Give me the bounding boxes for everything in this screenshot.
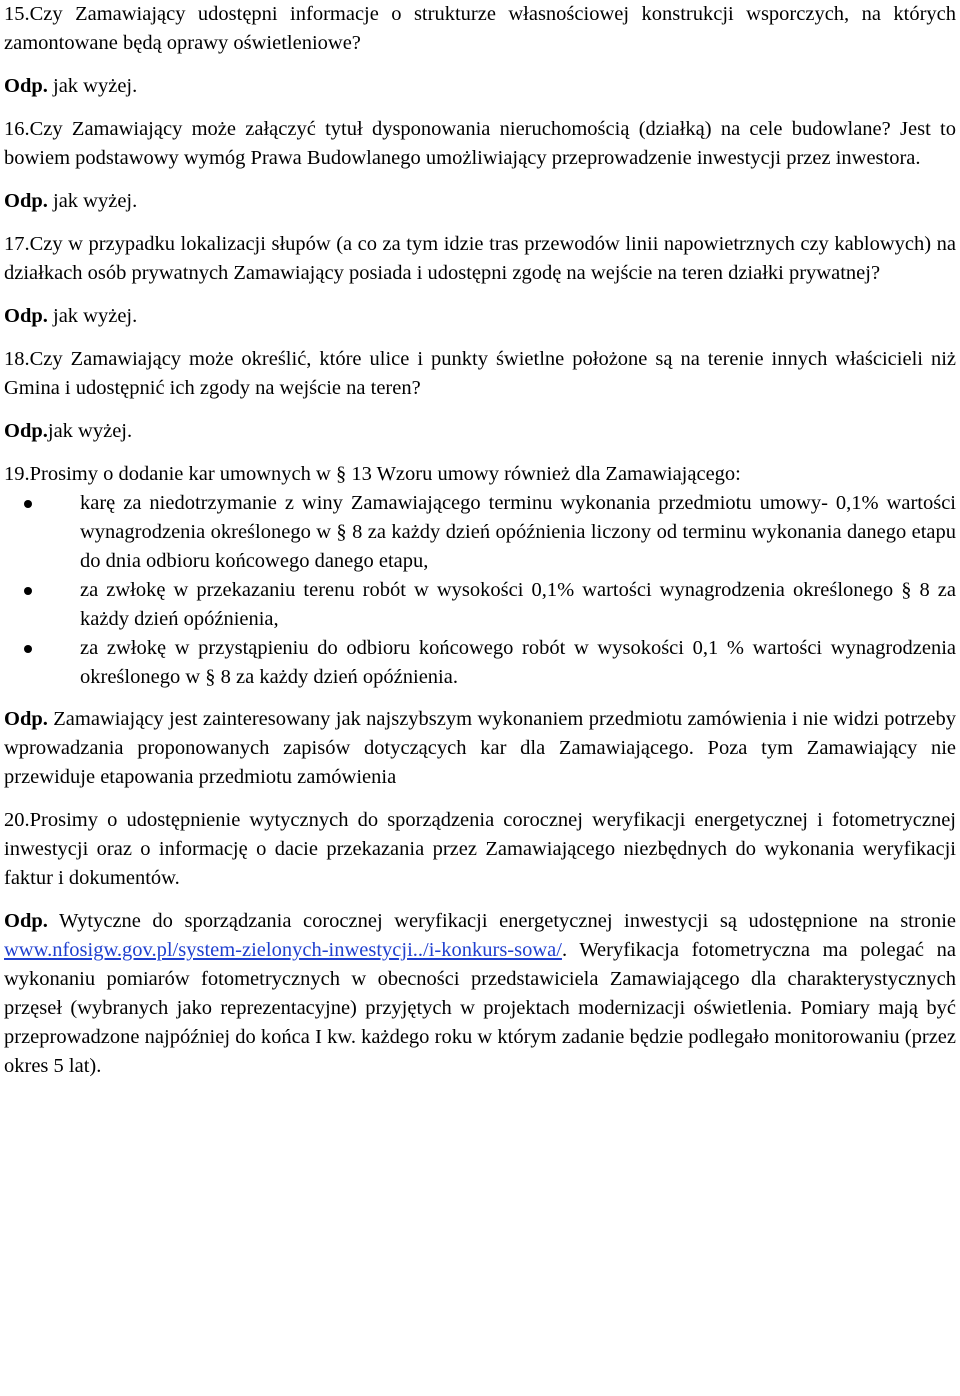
question-19: 19.Prosimy o dodanie kar umownych w § 13 Wzoru umowy również dla Zamawiającego: [4, 463, 741, 485]
question-20: 20.Prosimy o udostępnienie wytycznych do sporządzenia corocznej weryfikacji energetycznej i fotometrycznej inwestycji oraz o informację o dacie przekazania przez Zamawiającego niezbędnych do wykonania weryfikacji faktur i dokumentów. [4, 809, 956, 889]
answer-text: jak wyżej. [47, 305, 138, 327]
answer-text: jak wyżej. [47, 420, 133, 442]
list-item [80, 634, 956, 692]
bullet-icon [24, 645, 32, 653]
question-17: 17.Czy w przypadku lokalizacji słupów (a co za tym idzie tras przewodów linii napowietrznych czy kablowych) na działkach osób prywatnych Zamawiający posiada i udostępni zgodę na wejście na teren działki prywatnej? [4, 233, 956, 284]
question-16: 16.Czy Zamawiający może załączyć tytuł dysponowania nieruchomością (działką) na cele budowlane? Jest to bowiem podstawowy wymóg Prawa Budowlanego umożliwiający przeprowadzenie inwestycji przez inwestora. [4, 118, 956, 169]
answer-18 [4, 417, 956, 446]
answer-text: Wytyczne do sporządzania corocznej weryfikacji energetycznej inwestycji są udostępnione na stronie [47, 910, 956, 932]
answer-text-continued: . Weryfikacja fotometryczna ma polegać na wykonaniu pomiarów fotometrycznych w obecności przedstawiciela Zamawiającego dla charakterystycznych przęseł (wybranych jako reprezentacyjne) przyjętych w projektach modernizacji oświetlenia. Pomiary mają być przeprowadzone najpóźniej do końca I kw. każdego roku w którym zadanie będzie podlegało monitorowaniu (przez okres 5 lat). [4, 939, 956, 1077]
question-15: 15.Czy Zamawiający udostępni informacje o strukturze własnościowej konstrukcji wsporczych, na których zamontowane będą oprawy oświetleniowe? [4, 3, 956, 54]
answer-19 [4, 705, 956, 792]
answer-text: jak wyżej. [47, 190, 138, 212]
answer-label: Odp. [4, 190, 48, 212]
bullet-icon [24, 587, 32, 595]
answer-label: Odp. [4, 305, 48, 327]
list-item-text: karę za niedotrzymanie z winy Zamawiającego terminu wykonania przedmiotu umowy- 0,1% wartości wynagrodzenia określonego w § 8 za każdy dzień opóźnienia liczony od terminu wykonania danego etapu do dnia odbioru końcowego danego etapu, [80, 492, 956, 572]
answer-17 [4, 302, 956, 331]
answer-20 [4, 907, 956, 1081]
list-item-text: za zwłokę w przekazaniu terenu robót w wysokości 0,1% wartości wynagrodzenia określonego § 8 za każdy dzień opóźnienia, [80, 579, 956, 630]
bullet-icon [24, 500, 32, 508]
answer-15 [4, 72, 956, 101]
answer-label: Odp. [4, 708, 48, 730]
answer-label: Odp. [4, 910, 48, 932]
answer-text: Zamawiający jest zainteresowany jak najszybszym wykonaniem przedmiotu zamówienia i nie widzi potrzeby wprowadzania proponowanych zapisów dotyczących kar dla Zamawiającego. Poza tym Zamawiający nie przewiduje etapowania przedmiotu zamówienia [4, 708, 956, 788]
list-item [80, 576, 956, 634]
answer-label: Odp. [4, 75, 48, 97]
answer-label: Odp. [4, 420, 48, 442]
guidelines-link[interactable]: www.nfosigw.gov.pl/system-zielonych-inwestycji../i-konkurs-sowa/ [4, 939, 562, 961]
answer-text: jak wyżej. [47, 75, 138, 97]
answer-16 [4, 187, 956, 216]
question-18: 18.Czy Zamawiający może określić, które ulice i punkty świetlne położone są na terenie innych właścicieli niż Gmina i udostępnić ich zgody na wejście na teren? [4, 348, 956, 399]
list-item-text: za zwłokę w przystąpieniu do odbioru końcowego robót w wysokości 0,1 % wartości wynagrodzenia określonego w § 8 za każdy dzień opóźnienia. [80, 637, 956, 688]
list-item [80, 489, 956, 576]
penalty-list [4, 489, 956, 692]
